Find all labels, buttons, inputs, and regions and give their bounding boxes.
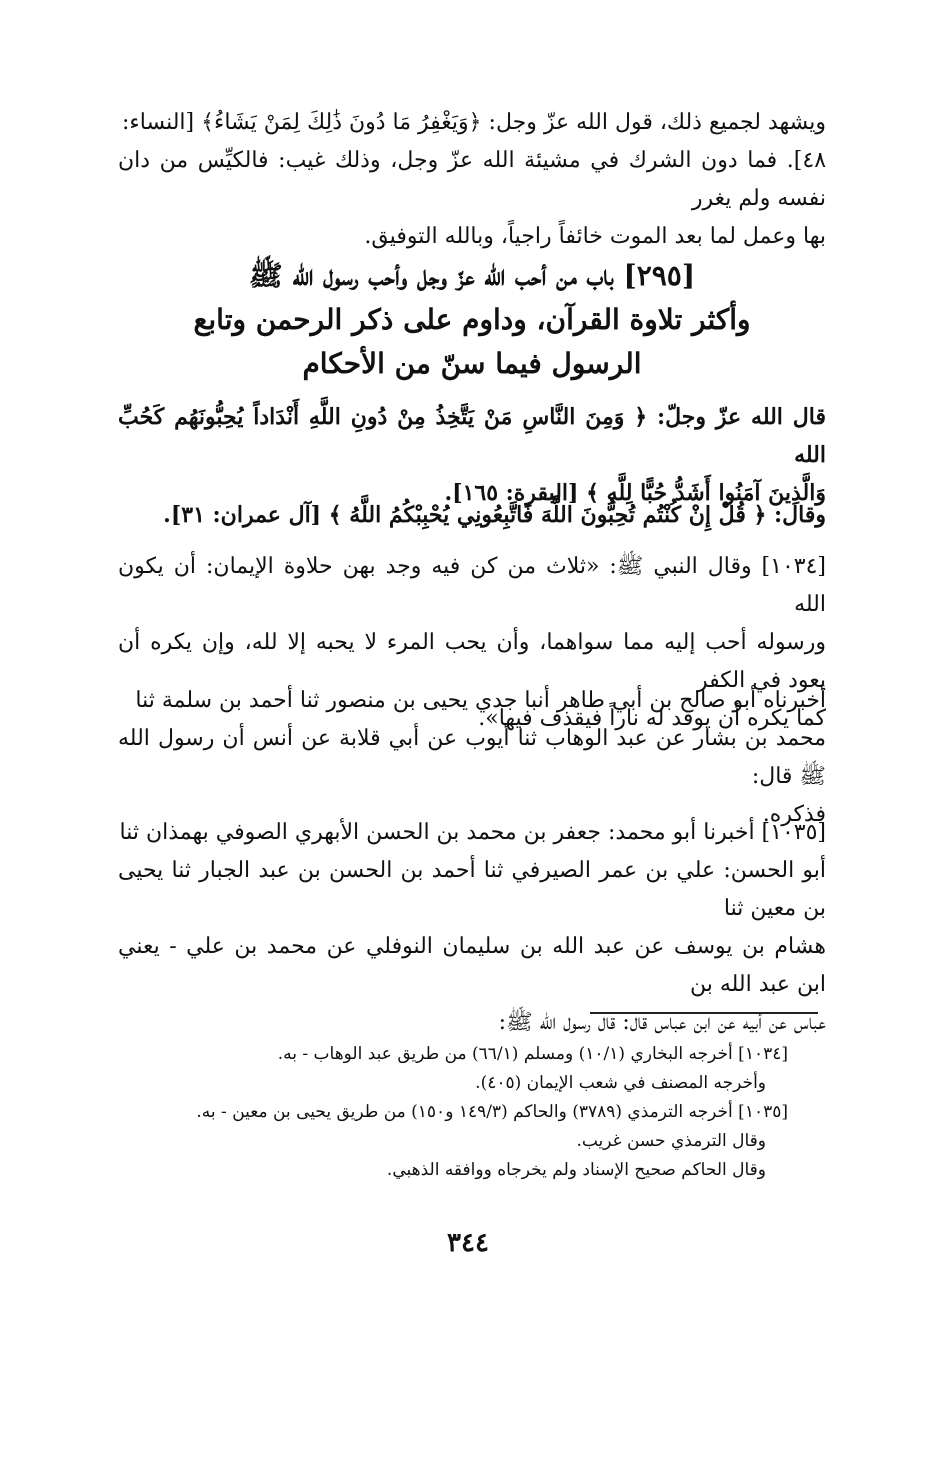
intro-line: بها وعمل لما بعد الموت خائفاً راجياً، وبالله التوفيق. — [364, 224, 826, 249]
chapter-heading-line: [٢٩٥] باب من أحب الله عزّ وجل وأحب رسول الله ﷺ — [248, 259, 696, 292]
quran-verse-al-imran — [118, 496, 826, 534]
intro-line: ويشهد لجميع ذلك، قول الله عزّ وجل: ﴿وَيَغْفِرُ مَا دُونَ ذَٰلِكَ لِمَنْ يَشَاءُ﴾ [النساء: — [121, 110, 826, 135]
intro-line: ٤٨]. فما دون الشرك في مشيئة الله عزّ وجل، وذلك غيب: فالكيِّس من دان نفسه ولم يغرر — [118, 148, 827, 211]
footnotes — [118, 1040, 788, 1185]
hadith-line: كما يكره أن يوقد له ناراً فيقذف فيها». — [478, 706, 826, 731]
verse-line: وَالَّذِينَ آمَنُوا أَشَدُّ حُبًّا لِلَّهِ ﴾ [البقرة: ١٦٥]. — [444, 480, 826, 506]
chapter-heading — [118, 254, 826, 386]
hadith-1035 — [118, 814, 826, 1042]
isnad-1034 — [118, 682, 826, 834]
quran-verse-baqarah — [118, 398, 826, 512]
chapter-heading-line: الرسول فيما سنّ من الأحكام — [302, 347, 642, 380]
footnote-line: [١٠٣٥] أخرجه الترمذي (٣٧٨٩) والحاكم (١٤٩/٣ و١٥٠) من طريق يحيى بن معين - به. — [196, 1102, 788, 1122]
footnote-line: وقال الترمذي حسن غريب. — [576, 1131, 766, 1151]
isnad-line: فذكره. — [762, 802, 826, 827]
verse-line: وقال: ﴿ قُلْ إِنْ كُنْتُم تُحِبُّونَ اللَّهَ فَاتَّبِعُونِي يُحْبِبْكُمُ اللَّهُ ﴾ [آل عمران: ٣١]. — [163, 502, 826, 528]
intro-paragraph — [118, 104, 826, 256]
hadith-line: [١٠٣٥] أخبرنا أبو محمد: جعفر بن محمد بن الحسن الأبهري الصوفي بهمذان ثنا — [119, 820, 826, 845]
footnote-line: وقال الحاكم صحيح الإسناد ولم يخرجاه ووافقه الذهبي. — [386, 1160, 766, 1180]
page-number: ٣٤٤ — [447, 1228, 489, 1258]
hadith-line: أبو الحسن: علي بن عمر الصيرفي ثنا أحمد بن الحسن بن عبد الجبار ثنا يحيى بن معين ثنا — [118, 858, 826, 921]
hadith-line: عباس عن أبيه عن ابن عباس قال: قال رسول الله ﷺ: — [498, 1010, 826, 1035]
footnote-line: [١٠٣٤] أخرجه البخاري (١٠/١) ومسلم (٦٦/١) من طريق عبد الوهاب - به. — [277, 1044, 788, 1064]
isnad-line: محمد بن بشار عن عبد الوهاب ثنا أيوب عن أبي قلابة عن أنس أن رسول الله ﷺ قال: — [118, 726, 826, 789]
hadith-line: هشام بن يوسف عن عبد الله بن سليمان النوفلي عن محمد بن علي - يعني ابن عبد الله بن — [118, 934, 826, 997]
isnad-line: أخبرناه أبو صالح بن أبي طاهر أنبا جدي يحيى بن منصور ثنا أحمد بن سلمة ثنا — [135, 688, 826, 713]
hadith-line: ورسوله أحب إليه مما سواهما، وأن يحب المرء لا يحبه إلا لله، وإن يكره أن يعود في الكفر — [118, 630, 826, 693]
footnote-line: وأخرجه المصنف في شعب الإيمان (٤٠٥). — [475, 1073, 766, 1093]
hadith-line: [١٠٣٤] وقال النبي ﷺ: «ثلاث من كن فيه وجد بهن حلاوة الإيمان: أن يكون الله — [118, 554, 826, 617]
footnote-separator — [590, 1012, 818, 1014]
chapter-heading-line: وأكثر تلاوة القرآن، وداوم على ذكر الرحمن وتابع — [193, 303, 751, 336]
verse-line: قال الله عزّ وجلّ: ﴿ وَمِنَ النَّاسِ مَنْ يَتَّخِذُ مِنْ دُونِ اللَّهِ أَنْدَاداً يُحِبُّونَهُم كَحُبِّ الله — [118, 404, 826, 468]
